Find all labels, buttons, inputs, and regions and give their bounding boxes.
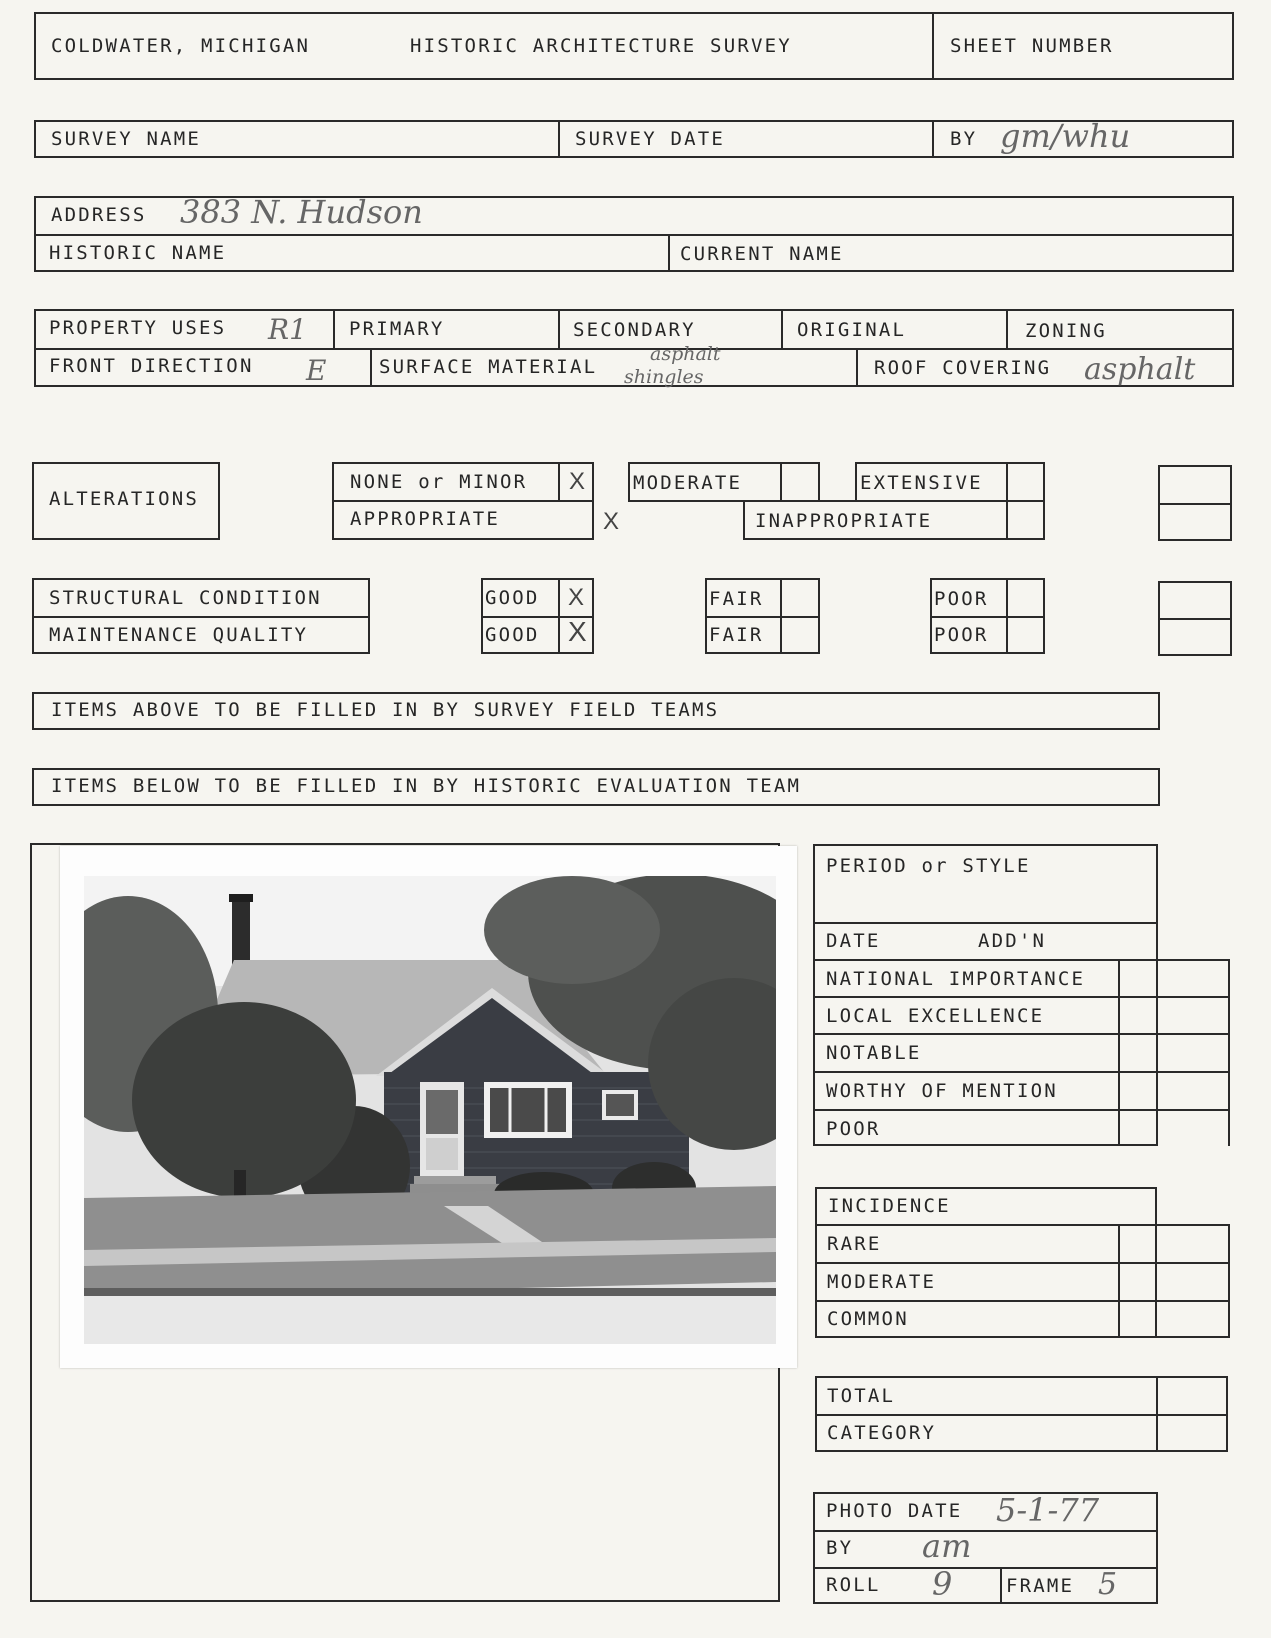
current-name-label: CURRENT NAME	[680, 243, 844, 265]
address-label: ADDRESS	[51, 204, 147, 226]
surface-material-label: SURFACE MATERIAL	[379, 356, 598, 378]
photo-by-value: am	[922, 1527, 972, 1565]
surface-material-value-2: shingles	[624, 366, 704, 388]
roll-frame-divider	[1000, 1567, 1002, 1604]
house-photo	[84, 876, 776, 1344]
incidence-div-1	[815, 1224, 1228, 1226]
good-check-divider	[558, 578, 560, 654]
prop-div-5	[370, 348, 372, 387]
local-excellence-label: LOCAL EXCELLENCE	[826, 1005, 1045, 1027]
eval-score-divider	[1118, 959, 1120, 1146]
total-label: TOTAL	[827, 1385, 896, 1407]
eval-div-6	[813, 1109, 1228, 1111]
survey-by-value: gm/whu	[1000, 117, 1131, 155]
prop-div-1	[333, 309, 335, 348]
fair-check-divider	[780, 578, 782, 654]
common-label: COMMON	[827, 1308, 909, 1330]
poor-divider	[930, 616, 1045, 618]
form-title: HISTORIC ARCHITECTURE SURVEY	[410, 35, 792, 57]
front-direction-label: FRONT DIRECTION	[49, 355, 254, 377]
survey-date-label: SURVEY DATE	[575, 128, 726, 150]
photo-date-value: 5-1-77	[996, 1491, 1100, 1529]
none-check-divider	[558, 462, 560, 502]
roll-label: ROLL	[826, 1574, 881, 1596]
alterations-label: ALTERATIONS	[49, 488, 200, 510]
incidence-label: INCIDENCE	[828, 1195, 951, 1217]
survey-name-label: SURVEY NAME	[51, 128, 202, 150]
structural-fair-label: FAIR	[709, 588, 764, 610]
primary-label: PRIMARY	[349, 318, 445, 340]
historic-name-label: HISTORIC NAME	[49, 242, 227, 264]
eval-div-3	[813, 996, 1228, 998]
incidence-div-3	[815, 1300, 1228, 1302]
evaluation-team-note: ITEMS BELOW TO BE FILLED IN BY HISTORIC EVALUATION TEAM	[51, 775, 802, 797]
incidence-moderate-label: MODERATE	[827, 1271, 937, 1293]
appropriate-label: APPROPRIATE	[350, 508, 501, 530]
prop-div-2	[558, 309, 560, 348]
structural-good-mark: X	[568, 584, 585, 611]
photo-by-label: BY	[826, 1537, 854, 1559]
eval-poor-label: POOR	[826, 1118, 881, 1140]
maintenance-good-mark: X	[568, 616, 587, 647]
field-teams-note: ITEMS ABOVE TO BE FILLED IN BY SURVEY FIELD TEAMS	[51, 699, 720, 721]
survey-by-label: BY	[950, 128, 978, 150]
total-score-divider	[1156, 1376, 1158, 1452]
condition-score-divider	[1158, 618, 1232, 620]
sheet-number-label: SHEET NUMBER	[950, 35, 1114, 57]
eval-div-2	[813, 959, 1228, 961]
worthy-of-mention-label: WORTHY OF MENTION	[826, 1080, 1058, 1102]
address-value: 383 N. Hudson	[180, 193, 423, 231]
extensive-label: EXTENSIVE	[860, 472, 983, 494]
survey-divider-2	[932, 120, 934, 158]
photo-date-label: PHOTO DATE	[826, 1500, 963, 1522]
incidence-div-4	[1118, 1336, 1228, 1338]
eval-score-right-edge	[1228, 959, 1230, 1146]
zoning-label: ZONING	[1025, 320, 1107, 342]
prop-div-3	[781, 309, 783, 348]
frame-value: 5	[1098, 1567, 1118, 1602]
property-divider	[34, 348, 1234, 350]
photo-area-right-edge	[778, 1368, 780, 1602]
category-label: CATEGORY	[827, 1422, 937, 1444]
inappropriate-label: INAPPROPRIATE	[755, 510, 933, 532]
incidence-score-right-edge	[1228, 1224, 1230, 1338]
moderate-check-divider	[780, 462, 782, 502]
incidence-score-divider	[1118, 1224, 1120, 1338]
front-direction-value: E	[306, 354, 327, 387]
prop-div-4	[1006, 309, 1008, 348]
address-divider	[34, 234, 1234, 236]
surface-material-value-1: asphalt	[650, 343, 721, 365]
none-minor-label: NONE or MINOR	[350, 471, 528, 493]
original-label: ORIGINAL	[797, 319, 907, 341]
fair-divider	[705, 616, 820, 618]
roof-covering-value: asphalt	[1084, 352, 1196, 387]
appropriate-mark: X	[603, 508, 620, 535]
eval-div-1	[813, 922, 1158, 924]
incidence-div-2	[815, 1262, 1228, 1264]
roof-covering-label: ROOF COVERING	[874, 357, 1052, 379]
structural-good-label: GOOD	[485, 587, 540, 609]
city-label: COLDWATER, MICHIGAN	[51, 35, 311, 57]
maintenance-fair-label: FAIR	[709, 624, 764, 646]
property-uses-label: PROPERTY USES	[49, 317, 227, 339]
frame-label: FRAME	[1006, 1575, 1075, 1597]
date-label: DATE	[826, 930, 881, 952]
header-divider	[932, 12, 934, 80]
condition-label-divider	[32, 616, 370, 618]
eval-div-4	[813, 1033, 1228, 1035]
roll-value: 9	[932, 1565, 953, 1603]
names-divider	[668, 234, 670, 272]
alterations-score-divider	[1158, 503, 1232, 505]
period-style-label: PERIOD or STYLE	[826, 855, 1031, 877]
structural-condition-label: STRUCTURAL CONDITION	[49, 587, 322, 609]
secondary-label: SECONDARY	[573, 319, 696, 341]
notable-label: NOTABLE	[826, 1042, 922, 1064]
structural-poor-label: POOR	[934, 588, 989, 610]
eval-div-5	[813, 1071, 1228, 1073]
national-importance-label: NATIONAL IMPORTANCE	[826, 968, 1086, 990]
photo-info-div-1	[813, 1530, 1158, 1532]
poor-check-divider	[1006, 578, 1008, 654]
addn-label: ADD'N	[978, 930, 1047, 952]
total-divider	[815, 1414, 1228, 1416]
house-photo-image	[84, 876, 776, 1344]
property-uses-value: R1	[268, 313, 307, 346]
maintenance-poor-label: POOR	[934, 624, 989, 646]
none-minor-mark: X	[569, 468, 586, 495]
rare-label: RARE	[827, 1233, 882, 1255]
moderate-label: MODERATE	[633, 472, 743, 494]
survey-divider-1	[558, 120, 560, 158]
prop-div-6	[856, 348, 858, 387]
maintenance-quality-label: MAINTENANCE QUALITY	[49, 624, 309, 646]
maintenance-good-label: GOOD	[485, 624, 540, 646]
